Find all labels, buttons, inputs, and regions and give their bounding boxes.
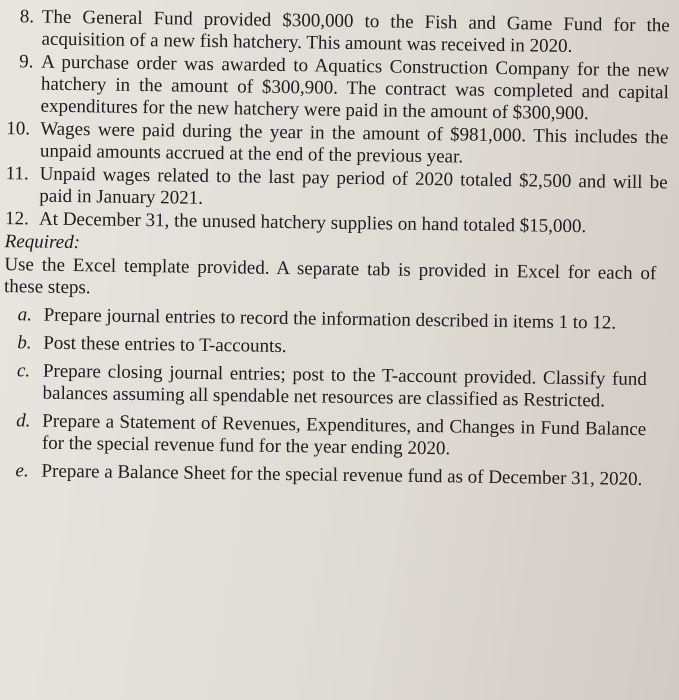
step-b: b. Post these entries to T-accounts.	[17, 332, 287, 358]
step-e: e. Prepare a Balance Sheet for the special revenue fund as of December 31, 2020.	[15, 460, 643, 491]
item-8: 8. The General Fund provided $300,000 to the Fish and Game Fund for the acquisition of a new fish hatchery. This amount was received in 2020.	[19, 6, 670, 57]
item-12: 12. At December 31, the unused hatchery supplies on hand totaled $15,000.	[4, 208, 587, 238]
step-a: a. Prepare journal entries to record the information described in items 1 to 12.	[17, 304, 617, 334]
item-9: 9. A purchase order was awarded to Aquatics Construction Company for the new hatchery in the amount of $300,900. The contract was completed and capital expenditures for the new hatchery were paid in the amount of $300,900.	[19, 51, 670, 125]
required-intro: Use the Excel template provided. A separate tab is provided in Excel for each of these steps.	[3, 254, 657, 299]
item-10: 10. Wages were paid during the year in the amount of $981,000. This includes the unpaid amounts accrued at the end of the previous year.	[6, 118, 669, 168]
textbook-page	[0, 6, 670, 492]
item-11: 11. Unpaid wages related to the last pay period of 2020 totaled $2,500 and will be paid in January 2021.	[5, 163, 668, 209]
required-label: Required:	[4, 231, 81, 254]
step-c: c. Prepare closing journal entries; post to the T-account provided. Classify fund balances assuming all spendable net resources are classified as Restricted.	[16, 360, 647, 412]
step-d: d. Prepare a Statement of Revenues, Expenditures, and Changes in Fund Balance for the special revenue fund for the year ending 2020.	[16, 410, 647, 460]
